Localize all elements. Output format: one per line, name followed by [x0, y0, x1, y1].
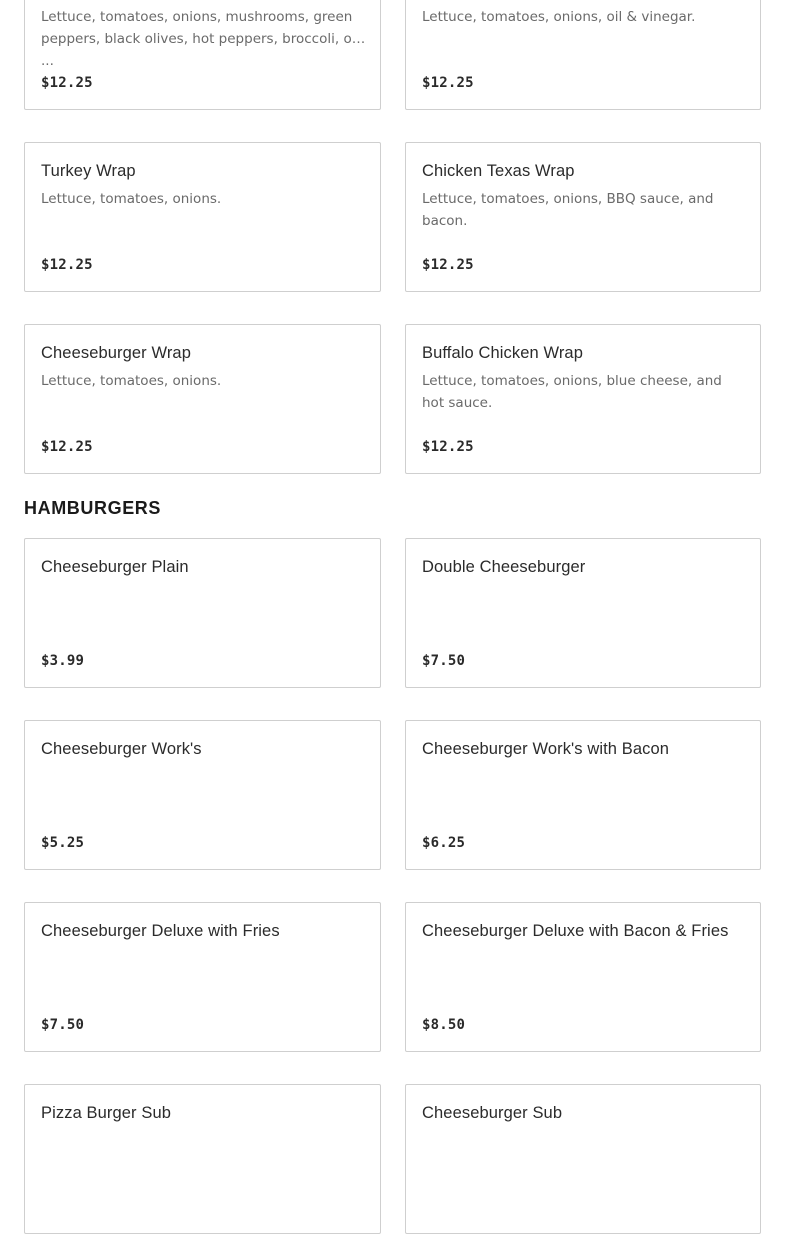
menu-item-card[interactable] [24, 142, 381, 292]
menu-item-price: $12.25 [422, 439, 474, 455]
menu-item-price: $12.25 [41, 75, 93, 91]
menu-item-card[interactable] [24, 324, 381, 474]
menu-item-name: Pizza Burger Sub [41, 1104, 171, 1122]
menu-item-name: Chicken Texas Wrap [422, 162, 575, 180]
menu-item-price: $8.50 [422, 1017, 466, 1033]
menu-item-price: $7.50 [41, 1017, 85, 1033]
hamburgers-menu-grid [24, 538, 761, 1234]
menu-item-card[interactable] [405, 142, 761, 292]
menu-item-name: Double Cheeseburger [422, 558, 586, 576]
menu-item-price: $12.25 [41, 257, 93, 273]
menu-item-description: Lettuce, tomatoes, onions. [41, 191, 222, 207]
menu-item-description: Lettuce, tomatoes, onions. [41, 373, 222, 389]
menu-item-description: Lettuce, tomatoes, onions, BBQ sauce, and bacon. [422, 191, 714, 229]
menu-item-card[interactable] [24, 1084, 381, 1234]
menu-item-price: $6.25 [422, 835, 466, 851]
menu-item-name: Turkey Wrap [41, 162, 136, 180]
menu-item-price: $12.25 [422, 75, 474, 91]
menu-item-card[interactable] [24, 538, 381, 688]
menu-item-price: $7.50 [422, 653, 466, 669]
menu-item-card[interactable] [24, 0, 381, 110]
menu-item-description: Lettuce, tomatoes, onions, oil & vinegar. [422, 9, 696, 25]
menu-item-card[interactable] [405, 324, 761, 474]
menu-item-name: Cheeseburger Plain [41, 558, 189, 576]
menu-item-card[interactable] [405, 1084, 761, 1234]
menu-item-price: $12.25 [422, 257, 474, 273]
menu-item-card[interactable] [405, 0, 761, 110]
menu-item-name: Buffalo Chicken Wrap [422, 344, 583, 362]
wraps-menu-grid [24, 0, 761, 474]
menu-item-card[interactable] [24, 902, 381, 1052]
menu-item-description: Lettuce, tomatoes, onions, blue cheese, and hot sauce. [422, 373, 722, 411]
menu-item-name: Cheeseburger Deluxe with Bacon & Fries [422, 922, 729, 940]
menu-item-price: $12.25 [41, 439, 93, 455]
menu-item-name: Cheeseburger Deluxe with Fries [41, 922, 280, 940]
menu-item-price: $5.25 [41, 835, 85, 851]
section-title-hamburgers: HAMBURGERS [24, 498, 162, 518]
menu-item-description: Lettuce, tomatoes, onions, mushrooms, green peppers, black olives, hot peppers, broccoli, oil ... [41, 9, 360, 69]
menu-item-card[interactable] [24, 720, 381, 870]
menu-item-name: Cheeseburger Work's with Bacon [422, 740, 670, 758]
menu-item-name: Cheeseburger Work's [41, 740, 202, 758]
menu-item-price: $3.99 [41, 653, 85, 669]
menu-item-card[interactable] [405, 902, 761, 1052]
menu-item-name: Cheeseburger Sub [422, 1104, 563, 1122]
menu-item-card[interactable] [405, 538, 761, 688]
menu-item-name: Cheeseburger Wrap [41, 344, 191, 362]
menu-item-card[interactable] [405, 720, 761, 870]
